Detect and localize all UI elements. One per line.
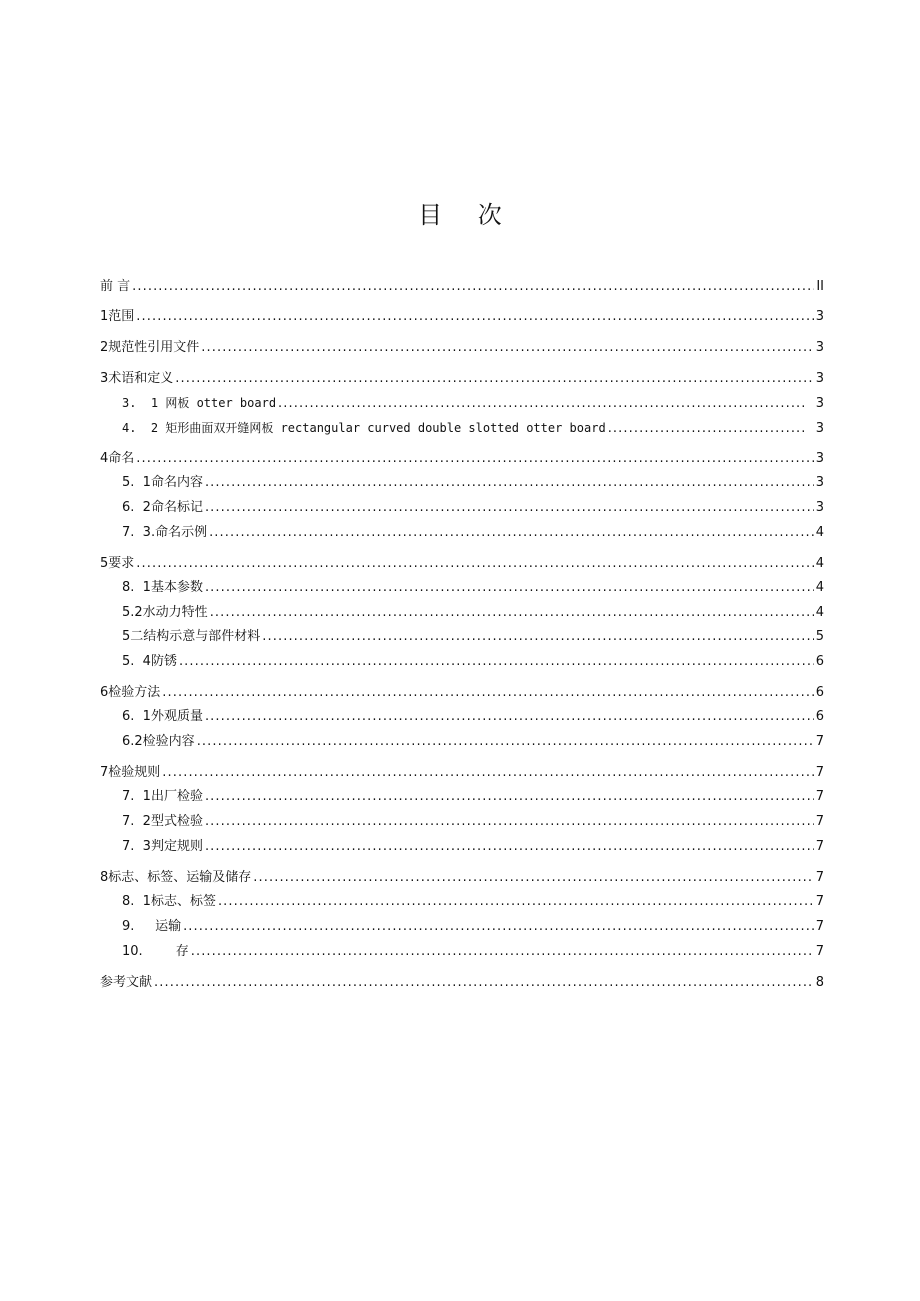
toc-entry[interactable] [122, 578, 824, 598]
toc-leader-dots [205, 812, 814, 832]
toc-entry[interactable] [122, 523, 824, 543]
toc-leader-dots [154, 973, 814, 993]
toc-entry[interactable] [122, 942, 824, 962]
toc-entry-title: 7. 3判定规则 [122, 839, 203, 854]
toc-entry-title: 3. 1 网板 otter board [122, 396, 277, 410]
toc-entry[interactable] [122, 787, 824, 807]
toc-entry-page: 3 [815, 451, 824, 466]
toc-entry-page: 7 [815, 919, 824, 934]
toc-entry-title: 5. 1命名内容 [122, 475, 203, 490]
toc-leader-dots [205, 837, 814, 857]
toc-entry[interactable] [122, 627, 824, 647]
toc-entry-title: 7. 3.命名示例 [122, 525, 208, 540]
toc-entry[interactable] [122, 418, 824, 438]
toc-entry[interactable] [100, 369, 824, 389]
toc-entry-title: 前 言 [100, 279, 131, 294]
toc-entry-page: 3 [815, 309, 824, 324]
toc-entry[interactable] [100, 338, 824, 358]
toc-entry[interactable] [122, 732, 824, 752]
toc-entry-title: 4命名 [100, 451, 135, 466]
toc-entry-page: 3 [815, 396, 824, 411]
toc-entry[interactable] [100, 973, 824, 993]
toc-entry[interactable] [100, 307, 824, 327]
toc-entry[interactable] [122, 837, 824, 857]
toc-leader-dots [278, 394, 804, 414]
toc-leader-dots [162, 683, 813, 703]
toc-entry-page: 4 [815, 605, 824, 620]
toc-entry-page: 6 [815, 654, 824, 669]
toc-leader-dots [136, 307, 813, 327]
toc-entry-title: 6检验方法 [100, 685, 161, 700]
toc-entry-page: 7 [815, 894, 824, 909]
toc-entry-page: 7 [815, 734, 824, 749]
toc-entry-title: 4. 2 矩形曲面双开缝网板 rectangular curved double slotted otter board [122, 421, 606, 435]
toc-leader-dots [205, 787, 814, 807]
toc-entry[interactable] [122, 473, 824, 493]
toc-leader-dots [136, 554, 813, 574]
toc-entry-page: 7 [815, 814, 824, 829]
toc-leader-dots [205, 473, 814, 493]
toc-entry-page: 6 [815, 709, 824, 724]
toc-leader-dots [201, 338, 813, 358]
toc-entry[interactable] [100, 683, 824, 703]
toc-leader-dots [608, 419, 804, 439]
toc-entry-page: 5 [815, 629, 824, 644]
toc-entry-title: 7. 2型式检验 [122, 814, 203, 829]
toc-leader-dots [162, 763, 813, 783]
toc-entry-title: 3术语和定义 [100, 371, 174, 386]
toc-leader-dots [197, 732, 814, 752]
toc-leader-dots [132, 277, 814, 297]
toc-leader-dots [205, 498, 814, 518]
toc-entry-page: 3 [815, 421, 824, 436]
toc-leader-dots [205, 707, 814, 727]
toc-entry-title: 7. 1出厂检验 [122, 789, 203, 804]
toc-leader-dots [262, 627, 813, 647]
toc-entry-page: 3 [815, 371, 824, 386]
toc-entry[interactable] [122, 603, 824, 623]
toc-entry[interactable] [100, 449, 824, 469]
toc-entry[interactable] [122, 892, 824, 912]
toc-entry-title: 10. 存 [122, 944, 189, 959]
toc-entry-page: 6 [815, 685, 824, 700]
toc-leader-dots [191, 942, 814, 962]
toc-entry-title: 5. 4防锈 [122, 654, 177, 669]
toc-entry-title: 8标志、标签、运输及储存 [100, 870, 252, 885]
toc-entry-page: 8 [815, 975, 824, 990]
toc-leader-dots [175, 369, 813, 389]
page-title: 目 次 [418, 201, 516, 229]
toc-leader-dots [209, 523, 814, 543]
toc-entry-title: 参考文献 [100, 975, 153, 990]
toc-entry-title: 5二结构示意与部件材料 [122, 629, 261, 644]
toc-entry-title: 6.2检验内容 [122, 734, 195, 749]
toc-entry[interactable] [100, 763, 824, 783]
toc-entry-page: 7 [815, 765, 824, 780]
toc-leader-dots [179, 652, 814, 672]
toc-entry-title: 8. 1标志、标签 [122, 894, 216, 909]
toc-entry[interactable] [100, 554, 824, 574]
toc-leader-dots [218, 892, 814, 912]
toc-entry-page: 7 [815, 789, 824, 804]
toc-entry[interactable] [100, 277, 824, 297]
toc-entry[interactable] [122, 707, 824, 727]
toc-entry-title: 5要求 [100, 556, 135, 571]
toc-entry[interactable] [122, 652, 824, 672]
toc-leader-dots [183, 917, 814, 937]
toc-entry-page: 3 [815, 340, 824, 355]
toc-leader-dots [205, 578, 814, 598]
toc-entry-title: 9. 运输 [122, 919, 182, 934]
toc-entry-title: 8. 1基本参数 [122, 580, 203, 595]
toc-leader-dots [136, 449, 813, 469]
toc-entry-title: 2规范性引用文件 [100, 340, 200, 355]
toc-entry-page: II [816, 279, 824, 294]
toc-entry[interactable] [122, 812, 824, 832]
toc-entry-page: 4 [815, 556, 824, 571]
toc-entry-page: 7 [815, 839, 824, 854]
toc-entry-title: 5.2水动力特性 [122, 605, 208, 620]
toc-entry-page: 3 [815, 500, 824, 515]
toc-entry-page: 4 [815, 580, 824, 595]
toc-entry[interactable] [122, 393, 824, 413]
toc-entry[interactable] [100, 868, 824, 888]
toc-entry-title: 6. 2命名标记 [122, 500, 203, 515]
toc-leader-dots [253, 868, 813, 888]
toc-entry-title: 1范围 [100, 309, 135, 324]
toc-entry-title: 6. 1外观质量 [122, 709, 203, 724]
toc-entry-title: 7检验规则 [100, 765, 161, 780]
toc-entry-page: 7 [815, 944, 824, 959]
toc-entry-page: 7 [815, 870, 824, 885]
toc-entry[interactable] [122, 917, 824, 937]
toc-entry[interactable] [122, 498, 824, 518]
toc-entry-page: 4 [815, 525, 824, 540]
toc-leader-dots [210, 603, 814, 623]
toc-entry-page: 3 [815, 475, 824, 490]
